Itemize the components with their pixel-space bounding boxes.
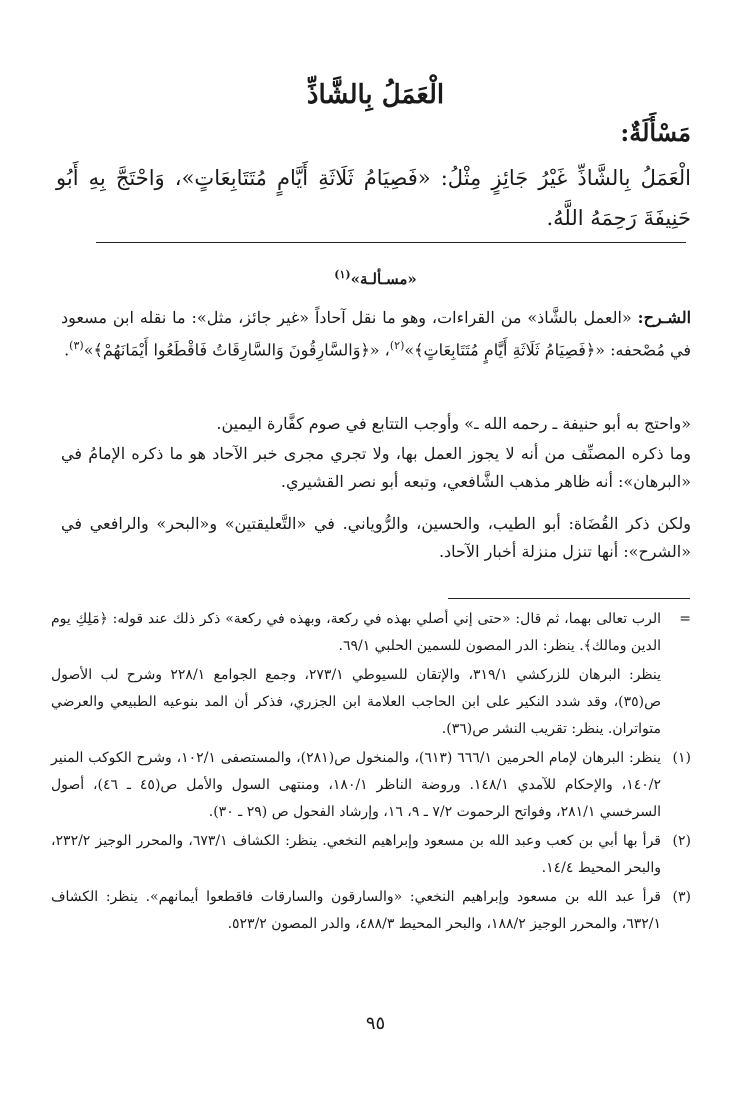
- sharh-paragraph-4: ولكن ذكر القُضَاة: أبو الطيب، والحسين، والرُّوياني. في «التَّعليقتين» و«البحر» والرافعي في «الشرح»: أنها تنزل منزلة أخبار الآحاد.: [61, 514, 691, 561]
- footnote-text: قرأ بها أبي بن كعب وعبد الله بن مسعود وإبراهيم النخعي. ينظر: الكشاف ٦٧٣/١، والمحرر الوجيز ٢٣٢/٢، والبحر المحيط ١٤/٤.: [51, 833, 661, 876]
- footnote-number: [661, 662, 691, 743]
- sharh-heading-label: «مسـألـة»: [350, 270, 417, 288]
- footnote-text: قرأ عبد الله بن مسعود وإبراهيم النخعي: «والسارقون والسارقات فاقطعوا أيمانهم». ينظر: الكشاف ٦٣٢/١، والمحرر الوجيز ١٨٨/٢، والبحر المحيط ٤٨٨/٣، والدر المصون ٥٢٣/٢.: [51, 889, 661, 932]
- sharh-paragraph-3: وما ذكره المصنِّف من أنه لا يجوز العمل بها، ولا تجري مجرى خبر الآحاد هو ما ذكره الإمامُ في «البرهان»: أنه ظاهر مذهب الشَّافعي، وتبعه أبو نصر القشيري.: [61, 444, 691, 491]
- section-divider: [96, 242, 686, 243]
- footnote-1: [51, 745, 691, 826]
- sharh-p1-end: .: [64, 340, 70, 360]
- footnote-number: =: [679, 611, 691, 627]
- footnote-text: ينظر: البرهان لإمام الحرمين ٦٦٦/١ (٦١٣)، والمنخول ص(٢٨١)، والمستصفى ١٠٢/١، وشرح الكوكب المنير ١٤٠/٢، والإحكام للآمدي ١٤٨/١. وروضة الناظر ١٨٠/١، ومنتهى السول والأمل ص(٤٥ ـ ٤٦)، أصول السرخسي ٢٨١/١، وفواتح الرحموت ٧/٢ ـ ٩، ١٦، وإرشاد الفحول ص (٢٩ ـ ٣٠).: [51, 750, 661, 820]
- page-number: ٩٥: [365, 1013, 386, 1034]
- footnote-ref-1: (١): [334, 268, 351, 281]
- sharh-paragraph-2: «واحتج به أبو حنيفة ـ رحمه الله ـ» وأوجب التتابع في صوم كفَّارة اليمين.: [216, 414, 691, 433]
- footnote-number: (٣): [672, 889, 691, 905]
- chapter-title: الْعَمَلُ بِالشَّاذِّ: [306, 80, 445, 110]
- sharh-p1-cont: ، «﴿وَالسَّارِقُونَ وَالسَّارِقَاتُ فَاقْطَعُوا أَيْمَانَهُمْ﴾»: [83, 340, 390, 360]
- sharh-label: الشـرح:: [637, 308, 692, 327]
- footnote-ref-2: (٢): [389, 339, 405, 352]
- footnotes-divider: [448, 598, 690, 599]
- footnote-2: [51, 828, 691, 882]
- footnote-continued: [51, 606, 691, 660]
- footnote-number: (٢): [672, 833, 691, 849]
- sharh-p1-text: «العمل بالشَّاذ» من القراءات، وهو ما نقل آحاداً «غير جائز، مثل»: ما نقله ابن مسعود في مُصْحفه: «﴿فَصِيَامُ ثَلَاثَةِ أَيَّامٍ مُتَتَابِعَاتٍ﴾»: [61, 308, 691, 360]
- footnote-text: ينظر: البرهان للزركشي ٣١٩/١، والإتقان للسيوطي ٢٧٣/١، وجمع الجوامع ٢٢٨/١ وشرح لب الأصول ص(٣٥)، وقد شدد النكير على ابن الحاجب العلامة ابن الجزري، فذكر أن المد بنوعيه الطبيعي والعرضي متواتران. ينظر: تقريب النشر ص(٣٦).: [51, 667, 662, 737]
- masala-heading: مَسْأَلَةٌ:: [620, 118, 691, 147]
- footnote-continued-2: [51, 662, 691, 743]
- footnotes: [51, 606, 691, 940]
- footnote-text: الرب تعالى بهما، ثم قال: «حتى إني أصلي بهذه في ركعة، وبهذه في ركعة» ذكر ذلك عند قوله: ﴿مَلِكِ يوم الدين ومالك﴾. ينظر: الدر المصون للسمين الحلبي ٦٩/١.: [51, 611, 661, 654]
- footnote-number: (١): [672, 750, 691, 766]
- footnote-ref-3: (٣): [69, 339, 84, 352]
- sharh-heading: [0, 268, 751, 288]
- matn-text: الْعَمَلُ بِالشَّاذِّ غَيْرُ جَائِزٍ مِثْلُ: «فَصِيَامُ ثَلَاثَةِ أَيَّامٍ مُتَتَابِعَاتٍ»، وَاحْتَجَّ بِهِ أَبُو حَنِيفَةَ رَحِمَهُ اللَّهُ.: [56, 166, 691, 230]
- footnote-3: [51, 884, 691, 938]
- sharh-paragraph-1: [61, 304, 691, 364]
